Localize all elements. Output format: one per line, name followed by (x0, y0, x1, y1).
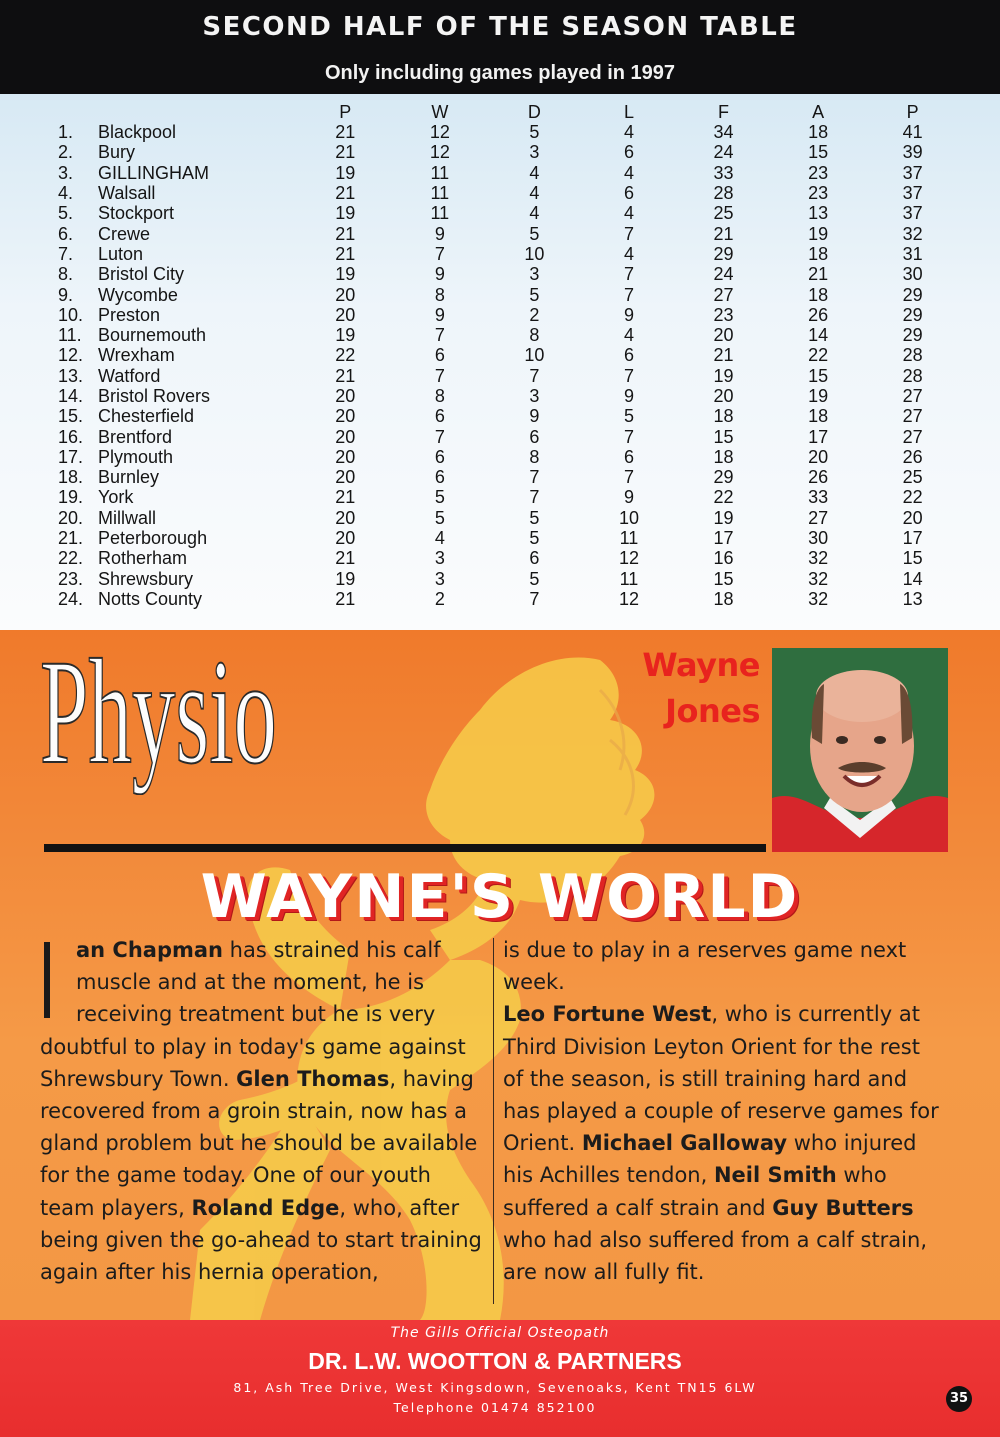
team-name-cell: Rotherham (98, 548, 188, 569)
stat-cell: 19 (713, 507, 734, 528)
team-name-cell: Wrexham (98, 345, 175, 366)
stat-cell: 15 (902, 548, 923, 569)
stat-cell: 28 (713, 183, 734, 204)
stat-cell: 28 (902, 345, 923, 366)
stat-cell: 19 (335, 264, 356, 285)
article-text: has strained his calf muscle and at the moment, he is receiving treatment but he is very doubtful to play in today's game against Shrewsbury Town. (40, 938, 466, 1091)
stat-cell: 11 (430, 162, 450, 183)
position-cell: 15. (58, 406, 84, 427)
table-body (40, 122, 960, 609)
stat-cell: 6 (434, 406, 445, 427)
stat-cell: 2 (434, 588, 445, 609)
stat-cell: 8 (529, 325, 540, 346)
stat-cell: 4 (623, 203, 634, 224)
stat-cell: 6 (623, 446, 634, 467)
stat-cell: 5 (434, 487, 445, 508)
table-row (40, 203, 960, 223)
stat-cell: 31 (902, 243, 923, 264)
stat-cell: 32 (902, 223, 923, 244)
column-header: L (623, 102, 634, 122)
stat-cell: 27 (713, 284, 734, 305)
stat-cell: 18 (808, 284, 829, 305)
footer-phone: Telephone 01474 852100 (393, 1400, 597, 1415)
stat-cell: 12 (618, 588, 639, 609)
stat-cell: 34 (713, 122, 734, 143)
table-row (40, 366, 960, 386)
table-row (40, 305, 960, 325)
position-cell: 8. (58, 264, 74, 285)
article-text: , who is currently at Third Division Leyton Orient for the rest of the season, is still training hard and has played a couple of reserve games for Orient. (503, 1002, 939, 1156)
article-headline: WAYNE'S WORLD (200, 862, 800, 932)
team-name-cell: Brentford (98, 426, 173, 447)
footer-address: 81, Ash Tree Drive, West Kingsdown, Sevenoaks, Kent TN15 6LW (233, 1380, 757, 1395)
position-cell: 23. (58, 568, 84, 589)
table-row (40, 548, 960, 568)
stat-cell: 4 (623, 243, 634, 264)
stat-cell: 7 (623, 264, 634, 285)
stat-cell: 19 (335, 325, 356, 346)
team-name-cell: Crewe (98, 223, 151, 244)
stat-cell: 27 (902, 406, 923, 427)
physio-first-name: Wayne (642, 646, 760, 684)
position-cell: 17. (58, 446, 84, 467)
table-header-band (0, 0, 1000, 94)
table-row (40, 122, 960, 142)
position-cell: 13. (58, 365, 84, 386)
stat-cell: 8 (529, 446, 540, 467)
position-cell: 12. (58, 345, 84, 366)
stat-cell: 20 (713, 325, 734, 346)
stat-cell: 17 (808, 426, 829, 447)
stat-cell: 12 (429, 122, 450, 143)
team-name-cell: Watford (98, 365, 161, 386)
stat-cell: 37 (902, 183, 923, 204)
stat-cell: 5 (623, 406, 634, 427)
article-text: is due to play in a reserves game next week. (503, 938, 907, 995)
stat-cell: 7 (623, 284, 634, 305)
stat-cell: 7 (623, 223, 634, 244)
stat-cell: 21 (713, 223, 734, 244)
stat-cell: 26 (808, 467, 829, 488)
stat-cell: 6 (529, 426, 540, 447)
position-cell: 6. (58, 223, 74, 244)
stat-cell: 18 (808, 243, 829, 264)
stat-cell: 15 (713, 426, 734, 447)
stat-cell: 8 (434, 284, 445, 305)
stat-cell: 6 (623, 142, 634, 163)
stat-cell: 21 (335, 183, 356, 204)
stat-cell: 20 (335, 528, 356, 549)
position-cell: 1. (58, 122, 74, 143)
position-cell: 4. (58, 183, 74, 204)
stat-cell: 19 (335, 162, 356, 183)
stat-cell: 27 (902, 426, 923, 447)
stat-cell: 10 (524, 345, 545, 366)
table-row (40, 467, 960, 487)
table-subtitle: Only including games played in 1997 (324, 62, 676, 84)
page-number-badge: 35 (946, 1386, 972, 1412)
table-row (40, 142, 960, 162)
stat-cell: 3 (529, 386, 540, 406)
position-cell: 9. (58, 284, 74, 305)
stat-cell: 15 (713, 568, 734, 589)
stat-cell: 29 (902, 304, 923, 325)
stat-cell: 5 (529, 122, 540, 143)
stat-cell: 39 (902, 142, 923, 163)
table-row (40, 183, 960, 203)
table-row (40, 345, 960, 365)
stat-cell: 11 (619, 568, 639, 589)
stat-cell: 5 (529, 507, 540, 528)
stat-cell: 32 (808, 568, 829, 589)
stat-cell: 16 (713, 548, 734, 569)
stat-cell: 15 (808, 365, 829, 386)
position-cell: 18. (58, 467, 84, 488)
column-divider (493, 938, 494, 1304)
table-row (40, 406, 960, 426)
stat-cell: 3 (434, 568, 445, 589)
stat-cell: 24 (713, 264, 734, 285)
stat-cell: 4 (623, 162, 634, 183)
stat-cell: 17 (713, 528, 734, 549)
position-cell: 3. (58, 162, 74, 183)
table-row (40, 487, 960, 507)
stat-cell: 2 (529, 304, 540, 325)
stat-cell: 21 (335, 365, 356, 386)
position-cell: 7. (58, 243, 74, 264)
position-cell: 19. (58, 487, 84, 508)
stat-cell: 6 (434, 467, 445, 488)
column-header: P (339, 102, 352, 122)
stat-cell: 20 (335, 507, 356, 528)
header-position-blank (40, 102, 98, 122)
stat-cell: 27 (902, 386, 923, 406)
stat-cell: 19 (335, 203, 356, 224)
stat-cell: 41 (902, 122, 923, 143)
stat-cell: 13 (902, 588, 923, 609)
stat-cell: 7 (623, 365, 634, 386)
table-row (40, 244, 960, 264)
team-name-cell: Shrewsbury (98, 568, 194, 589)
stat-cell: 8 (434, 386, 445, 406)
team-name-cell: Stockport (98, 203, 175, 224)
table-row (40, 325, 960, 345)
stat-cell: 21 (808, 264, 829, 285)
stat-cell: 20 (335, 406, 356, 427)
stat-cell: 20 (335, 467, 356, 488)
table-row (40, 163, 960, 183)
team-name-cell: Blackpool (98, 122, 177, 143)
stat-cell: 7 (434, 325, 445, 346)
stat-cell: 9 (434, 264, 445, 285)
team-name-cell: Wycombe (98, 284, 178, 305)
team-name-cell: Burnley (98, 467, 160, 488)
stat-cell: 21 (713, 345, 734, 366)
stat-cell: 30 (902, 264, 923, 285)
stat-cell: 3 (529, 142, 540, 163)
stat-cell: 4 (623, 122, 634, 143)
stat-cell: 27 (808, 507, 829, 528)
position-cell: 21. (58, 528, 84, 549)
article-text: who suffered a calf strain and (503, 1163, 887, 1220)
stat-cell: 20 (335, 304, 356, 325)
stat-cell: 32 (808, 548, 829, 569)
team-name-cell: Notts County (98, 588, 203, 609)
article-left-text (40, 938, 482, 1284)
stat-cell: 4 (529, 162, 540, 183)
article-column-right (503, 934, 943, 1288)
stat-cell: 3 (529, 264, 540, 285)
position-cell: 5. (58, 203, 74, 224)
team-name-cell: Bury (98, 142, 136, 163)
column-header: W (431, 102, 449, 122)
physio-heading: Physio (40, 630, 277, 795)
stat-cell: 19 (335, 568, 356, 589)
stat-cell: 21 (335, 548, 356, 569)
stat-cell: 15 (808, 142, 829, 163)
stat-cell: 23 (713, 304, 734, 325)
stat-cell: 5 (529, 528, 540, 549)
stat-cell: 33 (808, 487, 829, 508)
player-name: an Chapman (76, 938, 223, 962)
table-row (40, 508, 960, 528)
article-text: , having recovered from a groin strain, now has a gland problem but he should be available for the game today. One of our youth team players, (40, 1066, 478, 1220)
stat-cell: 21 (335, 588, 356, 609)
stat-cell: 7 (434, 243, 445, 264)
stat-cell: 18 (713, 406, 734, 427)
stat-cell: 11 (619, 528, 639, 549)
stat-cell: 9 (434, 223, 445, 244)
stat-cell: 20 (335, 386, 356, 406)
team-name-cell: Bristol City (98, 264, 185, 285)
team-name-cell: Bournemouth (98, 325, 207, 346)
table-header-row (40, 102, 960, 122)
stat-cell: 4 (434, 528, 445, 549)
stat-cell: 29 (902, 284, 923, 305)
sponsor-footer (0, 1320, 1000, 1437)
stat-cell: 9 (623, 487, 634, 508)
position-cell: 16. (58, 426, 84, 447)
article-text: who had also suffered from a calf strain, are now all fully fit. (503, 1227, 927, 1285)
stat-cell: 22 (335, 345, 356, 366)
team-name-cell: Luton (98, 243, 144, 264)
stat-cell: 29 (902, 325, 923, 346)
stat-cell: 3 (434, 548, 445, 569)
stat-cell: 4 (623, 325, 634, 346)
stat-cell: 28 (902, 365, 923, 386)
stat-cell: 5 (434, 507, 445, 528)
section-divider (44, 844, 766, 852)
article-column-left (40, 934, 490, 1288)
player-name: Guy Butters (772, 1195, 914, 1220)
article-right-text (503, 938, 939, 1284)
team-name-cell: Preston (98, 304, 161, 325)
player-name: Neil Smith (713, 1163, 837, 1188)
stat-cell: 5 (529, 568, 540, 589)
stat-cell: 14 (902, 568, 923, 589)
player-name: Glen Thomas (236, 1066, 390, 1091)
team-name-cell: York (98, 487, 134, 508)
stat-cell: 6 (434, 345, 445, 366)
stat-cell: 18 (713, 446, 734, 467)
stat-cell: 22 (902, 487, 923, 508)
table-row (40, 528, 960, 548)
stat-cell: 23 (808, 162, 829, 183)
stat-cell: 7 (434, 426, 445, 447)
column-header: P (906, 102, 919, 122)
stat-cell: 9 (623, 304, 634, 325)
stat-cell: 29 (713, 243, 734, 264)
table-row (40, 284, 960, 304)
column-header: F (718, 102, 730, 122)
table-title: SECOND HALF OF THE SEASON TABLE (202, 12, 798, 42)
stat-cell: 33 (713, 162, 734, 183)
table-row (40, 264, 960, 284)
stat-cell: 37 (902, 203, 923, 224)
position-cell: 20. (58, 507, 84, 528)
table-row (40, 386, 960, 406)
stat-cell: 6 (623, 183, 634, 204)
stat-cell: 20 (335, 426, 356, 447)
stat-cell: 13 (808, 203, 829, 224)
column-header: D (527, 102, 541, 122)
stat-cell: 19 (713, 365, 734, 386)
stat-cell: 7 (529, 365, 540, 386)
stat-cell: 14 (808, 325, 829, 346)
stat-cell: 7 (623, 426, 634, 447)
stat-cell: 11 (430, 183, 450, 204)
stat-cell: 20 (808, 446, 829, 467)
stat-cell: 5 (529, 284, 540, 305)
stat-cell: 10 (618, 507, 639, 528)
team-name-cell: Walsall (98, 183, 156, 204)
position-cell: 11. (58, 325, 82, 346)
stat-cell: 22 (713, 487, 734, 508)
stat-cell: 9 (434, 304, 445, 325)
stat-cell: 22 (808, 345, 829, 366)
physio-last-name: Jones (665, 692, 760, 730)
stat-cell: 29 (713, 467, 734, 488)
stat-cell: 25 (713, 203, 734, 224)
footer-tagline: The Gills Official Osteopath (390, 1325, 610, 1341)
footer-sponsor-name: DR. L.W. WOOTTON & PARTNERS (308, 1348, 682, 1374)
position-cell: 10. (58, 304, 84, 325)
physio-section (0, 630, 1000, 1320)
stat-cell: 24 (713, 142, 734, 163)
stat-cell: 20 (902, 507, 923, 528)
stat-cell: 21 (335, 243, 356, 264)
stat-cell: 19 (808, 223, 829, 244)
stat-cell: 26 (902, 446, 923, 467)
stat-cell: 32 (808, 588, 829, 609)
stat-cell: 10 (524, 243, 545, 264)
stat-cell: 7 (623, 467, 634, 488)
team-name-cell: Bristol Rovers (98, 386, 211, 406)
physio-portrait-photo (772, 648, 948, 852)
stat-cell: 25 (902, 467, 923, 488)
team-name-cell: GILLINGHAM (98, 162, 210, 183)
player-name: Michael Galloway (581, 1131, 788, 1156)
stat-cell: 21 (335, 122, 356, 143)
stat-cell: 9 (529, 406, 540, 427)
stat-cell: 21 (335, 223, 356, 244)
stat-cell: 37 (902, 162, 923, 183)
stat-cell: 30 (808, 528, 829, 549)
stat-cell: 18 (713, 588, 734, 609)
stat-cell: 6 (434, 446, 445, 467)
team-name-cell: Peterborough (98, 528, 208, 549)
position-cell: 22. (58, 548, 84, 569)
stat-cell: 7 (529, 588, 540, 609)
stat-cell: 23 (808, 183, 829, 204)
stat-cell: 6 (623, 345, 634, 366)
stat-cell: 20 (335, 446, 356, 467)
table-row (40, 426, 960, 446)
stat-cell: 18 (808, 122, 829, 143)
article-text: who injured his Achilles tendon, (503, 1131, 917, 1188)
stat-cell: 20 (335, 284, 356, 305)
stat-cell: 4 (529, 183, 540, 204)
league-table (40, 102, 960, 609)
stat-cell: 19 (808, 386, 829, 406)
stat-cell: 21 (335, 487, 356, 508)
table-row (40, 223, 960, 243)
position-cell: 14. (58, 386, 84, 406)
stat-cell: 18 (808, 406, 829, 427)
league-table-area (0, 94, 1000, 630)
stat-cell: 12 (429, 142, 450, 163)
table-row (40, 589, 960, 609)
stat-cell: 7 (529, 487, 540, 508)
stat-cell: 12 (618, 548, 639, 569)
position-cell: 2. (58, 142, 74, 163)
stat-cell: 11 (430, 203, 450, 224)
stat-cell: 5 (529, 223, 540, 244)
table-row (40, 447, 960, 467)
table-row (40, 569, 960, 589)
stat-cell: 17 (902, 528, 923, 549)
stat-cell: 21 (335, 142, 356, 163)
stat-cell: 4 (529, 203, 540, 224)
stat-cell: 26 (808, 304, 829, 325)
player-name: Leo Fortune West (503, 1002, 712, 1027)
stat-cell: 7 (529, 467, 540, 488)
position-cell: 24. (58, 588, 84, 609)
stat-cell: 6 (529, 548, 540, 569)
drop-cap-letter-i (44, 942, 50, 1018)
team-name-cell: Millwall (98, 507, 156, 528)
article-text: , who, after being given the go-ahead to start training again after his hernia operation, (40, 1195, 482, 1285)
header-team-blank (98, 102, 298, 122)
team-name-cell: Chesterfield (98, 406, 195, 427)
team-name-cell: Plymouth (98, 446, 174, 467)
player-name: Roland Edge (191, 1195, 340, 1220)
column-header: A (812, 102, 825, 122)
stat-cell: 7 (434, 365, 445, 386)
stat-cell: 20 (713, 386, 734, 406)
stat-cell: 9 (623, 386, 634, 406)
